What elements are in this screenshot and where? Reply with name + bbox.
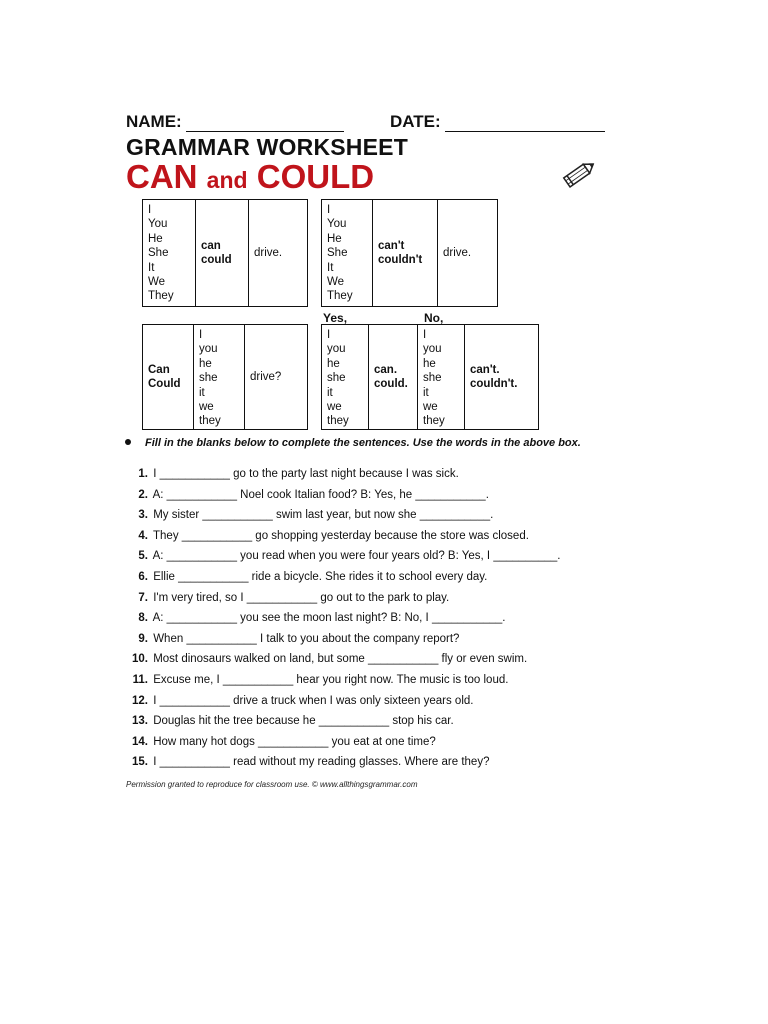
no-pronouns: I you he she it we they [418, 325, 465, 430]
instructions-text: Fill in the blanks below to complete the sentences. Use the words in the above box. [145, 437, 581, 449]
date-row [390, 112, 605, 132]
yes-modals: can. could. [369, 325, 418, 430]
list-item: 12. I ___________ drive a truck when I was only sixteen years old. [132, 694, 474, 707]
question-modals: Can Could [143, 325, 194, 430]
negative-verb: drive. [438, 200, 498, 307]
subtitle-can: CAN [126, 158, 198, 195]
list-item: 6. Ellie ___________ ride a bicycle. She rides it to school every day. [138, 570, 488, 583]
worksheet-subtitle [126, 158, 374, 196]
permission-footer: Permission granted to reproduce for classroom use. © www.allthingsgrammar.com [126, 780, 418, 789]
yes-label: Yes, [323, 311, 348, 325]
bullet-icon [125, 439, 131, 445]
worksheet-title: GRAMMAR WORKSHEET [126, 134, 408, 160]
short-answers-table [321, 324, 539, 430]
no-modals: can't. couldn't. [465, 325, 539, 430]
name-label: NAME: [126, 112, 182, 131]
name-row [126, 112, 344, 132]
affirmative-table [142, 199, 308, 307]
list-item: 4. They ___________ go shopping yesterday because the store was closed. [138, 529, 529, 542]
list-item: 15. I ___________ read without my reading glasses. Where are they? [132, 756, 490, 769]
affirmative-pronouns: I You He She It We They [143, 200, 196, 307]
list-item: 10. Most dinosaurs walked on land, but some ___________ fly or even swim. [132, 653, 528, 666]
list-item: 13. Douglas hit the tree because he ___________ stop his car. [132, 715, 454, 728]
list-item: 8. A: ___________ you see the moon last night? B: No, I ___________. [138, 612, 506, 625]
instructions [125, 437, 581, 449]
question-pronouns: I you he she it we they [194, 325, 245, 430]
negative-table [321, 199, 498, 307]
affirmative-modals: can could [196, 200, 249, 307]
pencil-icon [555, 158, 599, 194]
no-label: No, [424, 311, 444, 325]
list-item: 1. I ___________ go to the party last night because I was sick. [138, 468, 459, 480]
question-table [142, 324, 308, 430]
question-verb: drive? [245, 325, 308, 430]
list-item: 3. My sister ___________ swim last year, but now she ___________. [138, 509, 494, 522]
negative-pronouns: I You He She It We They [322, 200, 373, 307]
name-blank[interactable] [186, 131, 344, 132]
affirmative-verb: drive. [249, 200, 308, 307]
yes-pronouns: I you he she it we they [322, 325, 369, 430]
date-blank[interactable] [445, 131, 605, 132]
exercise-list [122, 464, 642, 773]
list-item: 7. I'm very tired, so I ___________ go out to the park to play. [138, 591, 450, 604]
list-item: 14. How many hot dogs ___________ you eat at one time? [132, 735, 436, 748]
date-label: DATE: [390, 112, 441, 131]
subtitle-and: and [206, 167, 248, 193]
negative-modals: can't couldn't [373, 200, 438, 307]
subtitle-could: COULD [256, 158, 375, 195]
list-item: 5. A: ___________ you read when you were four years old? B: Yes, I __________. [138, 550, 561, 563]
list-item: 2. A: ___________ Noel cook Italian food? B: Yes, he ___________. [138, 488, 489, 501]
list-item: 11. Excuse me, I ___________ hear you right now. The music is too loud. [132, 673, 509, 686]
list-item: 9. When ___________ I talk to you about the company report? [138, 632, 460, 645]
